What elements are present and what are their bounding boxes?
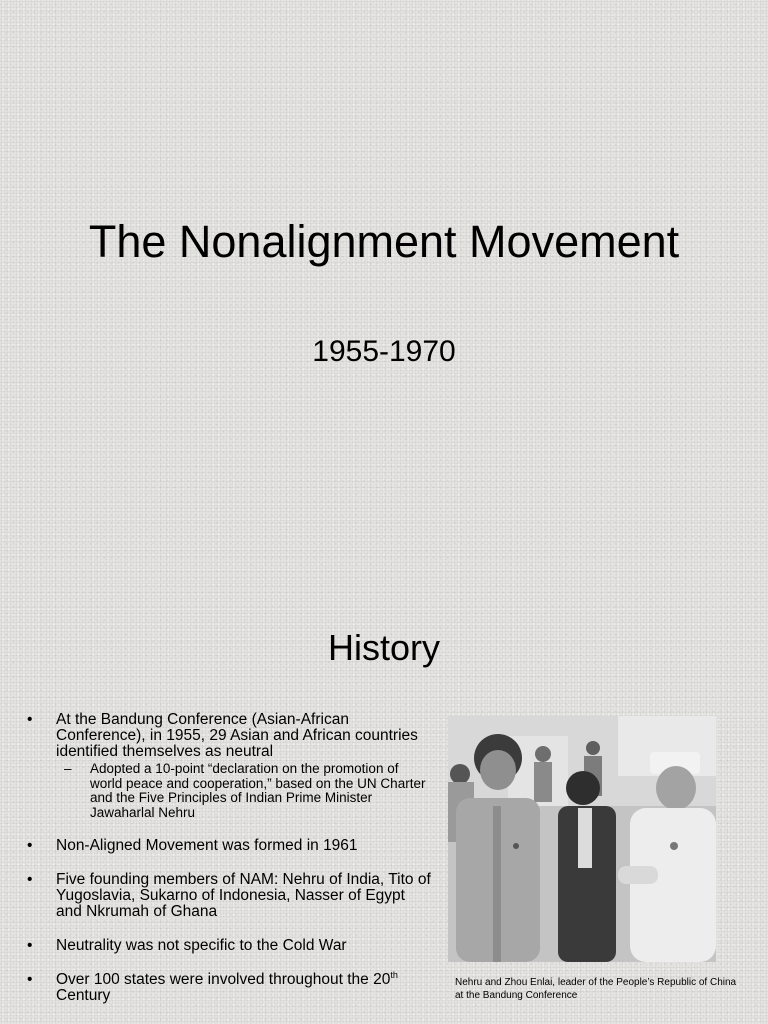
bullet-item: • Neutrality was not specific to the Cold War xyxy=(24,938,434,954)
photo-illustration xyxy=(448,716,716,962)
bullet-text: Century xyxy=(56,987,111,1004)
bullet-text: Over 100 states were involved throughout the 20 xyxy=(56,971,391,988)
slide-subtitle: 1955-1970 xyxy=(312,335,456,368)
bullet-list xyxy=(24,712,434,1022)
bullet-item xyxy=(24,712,434,820)
bullet-text: At the Bandung Conference (Asian-African Conference), in 1955, 29 Asian and African countries identified themselves as neutral xyxy=(56,711,418,760)
sub-bullet-item: – Adopted a 10-point “declaration on the promotion of world peace and cooperation,” based on the UN Charter and the Five Principles of Indian Prime Minister Jawaharlal Nehru xyxy=(56,762,434,820)
sub-bullet-list xyxy=(56,762,434,820)
superscript: th xyxy=(390,970,398,980)
slide-title: The Nonalignment Movement xyxy=(88,216,680,267)
bullet-item: • Five founding members of NAM: Nehru of India, Tito of Yugoslavia, Sukarno of Indonesia, Nasser of Egypt and Nkrumah of Ghana xyxy=(24,872,434,920)
historical-photo xyxy=(448,716,716,962)
history-slide xyxy=(0,576,768,1024)
photo-caption: Nehru and Zhou Enlai, leader of the People’s Republic of China at the Bandung Conference xyxy=(455,977,737,1001)
bullet-item xyxy=(24,972,434,1004)
history-title: History xyxy=(327,627,440,668)
bullet-item: • Non-Aligned Movement was formed in 1961 xyxy=(24,838,434,854)
